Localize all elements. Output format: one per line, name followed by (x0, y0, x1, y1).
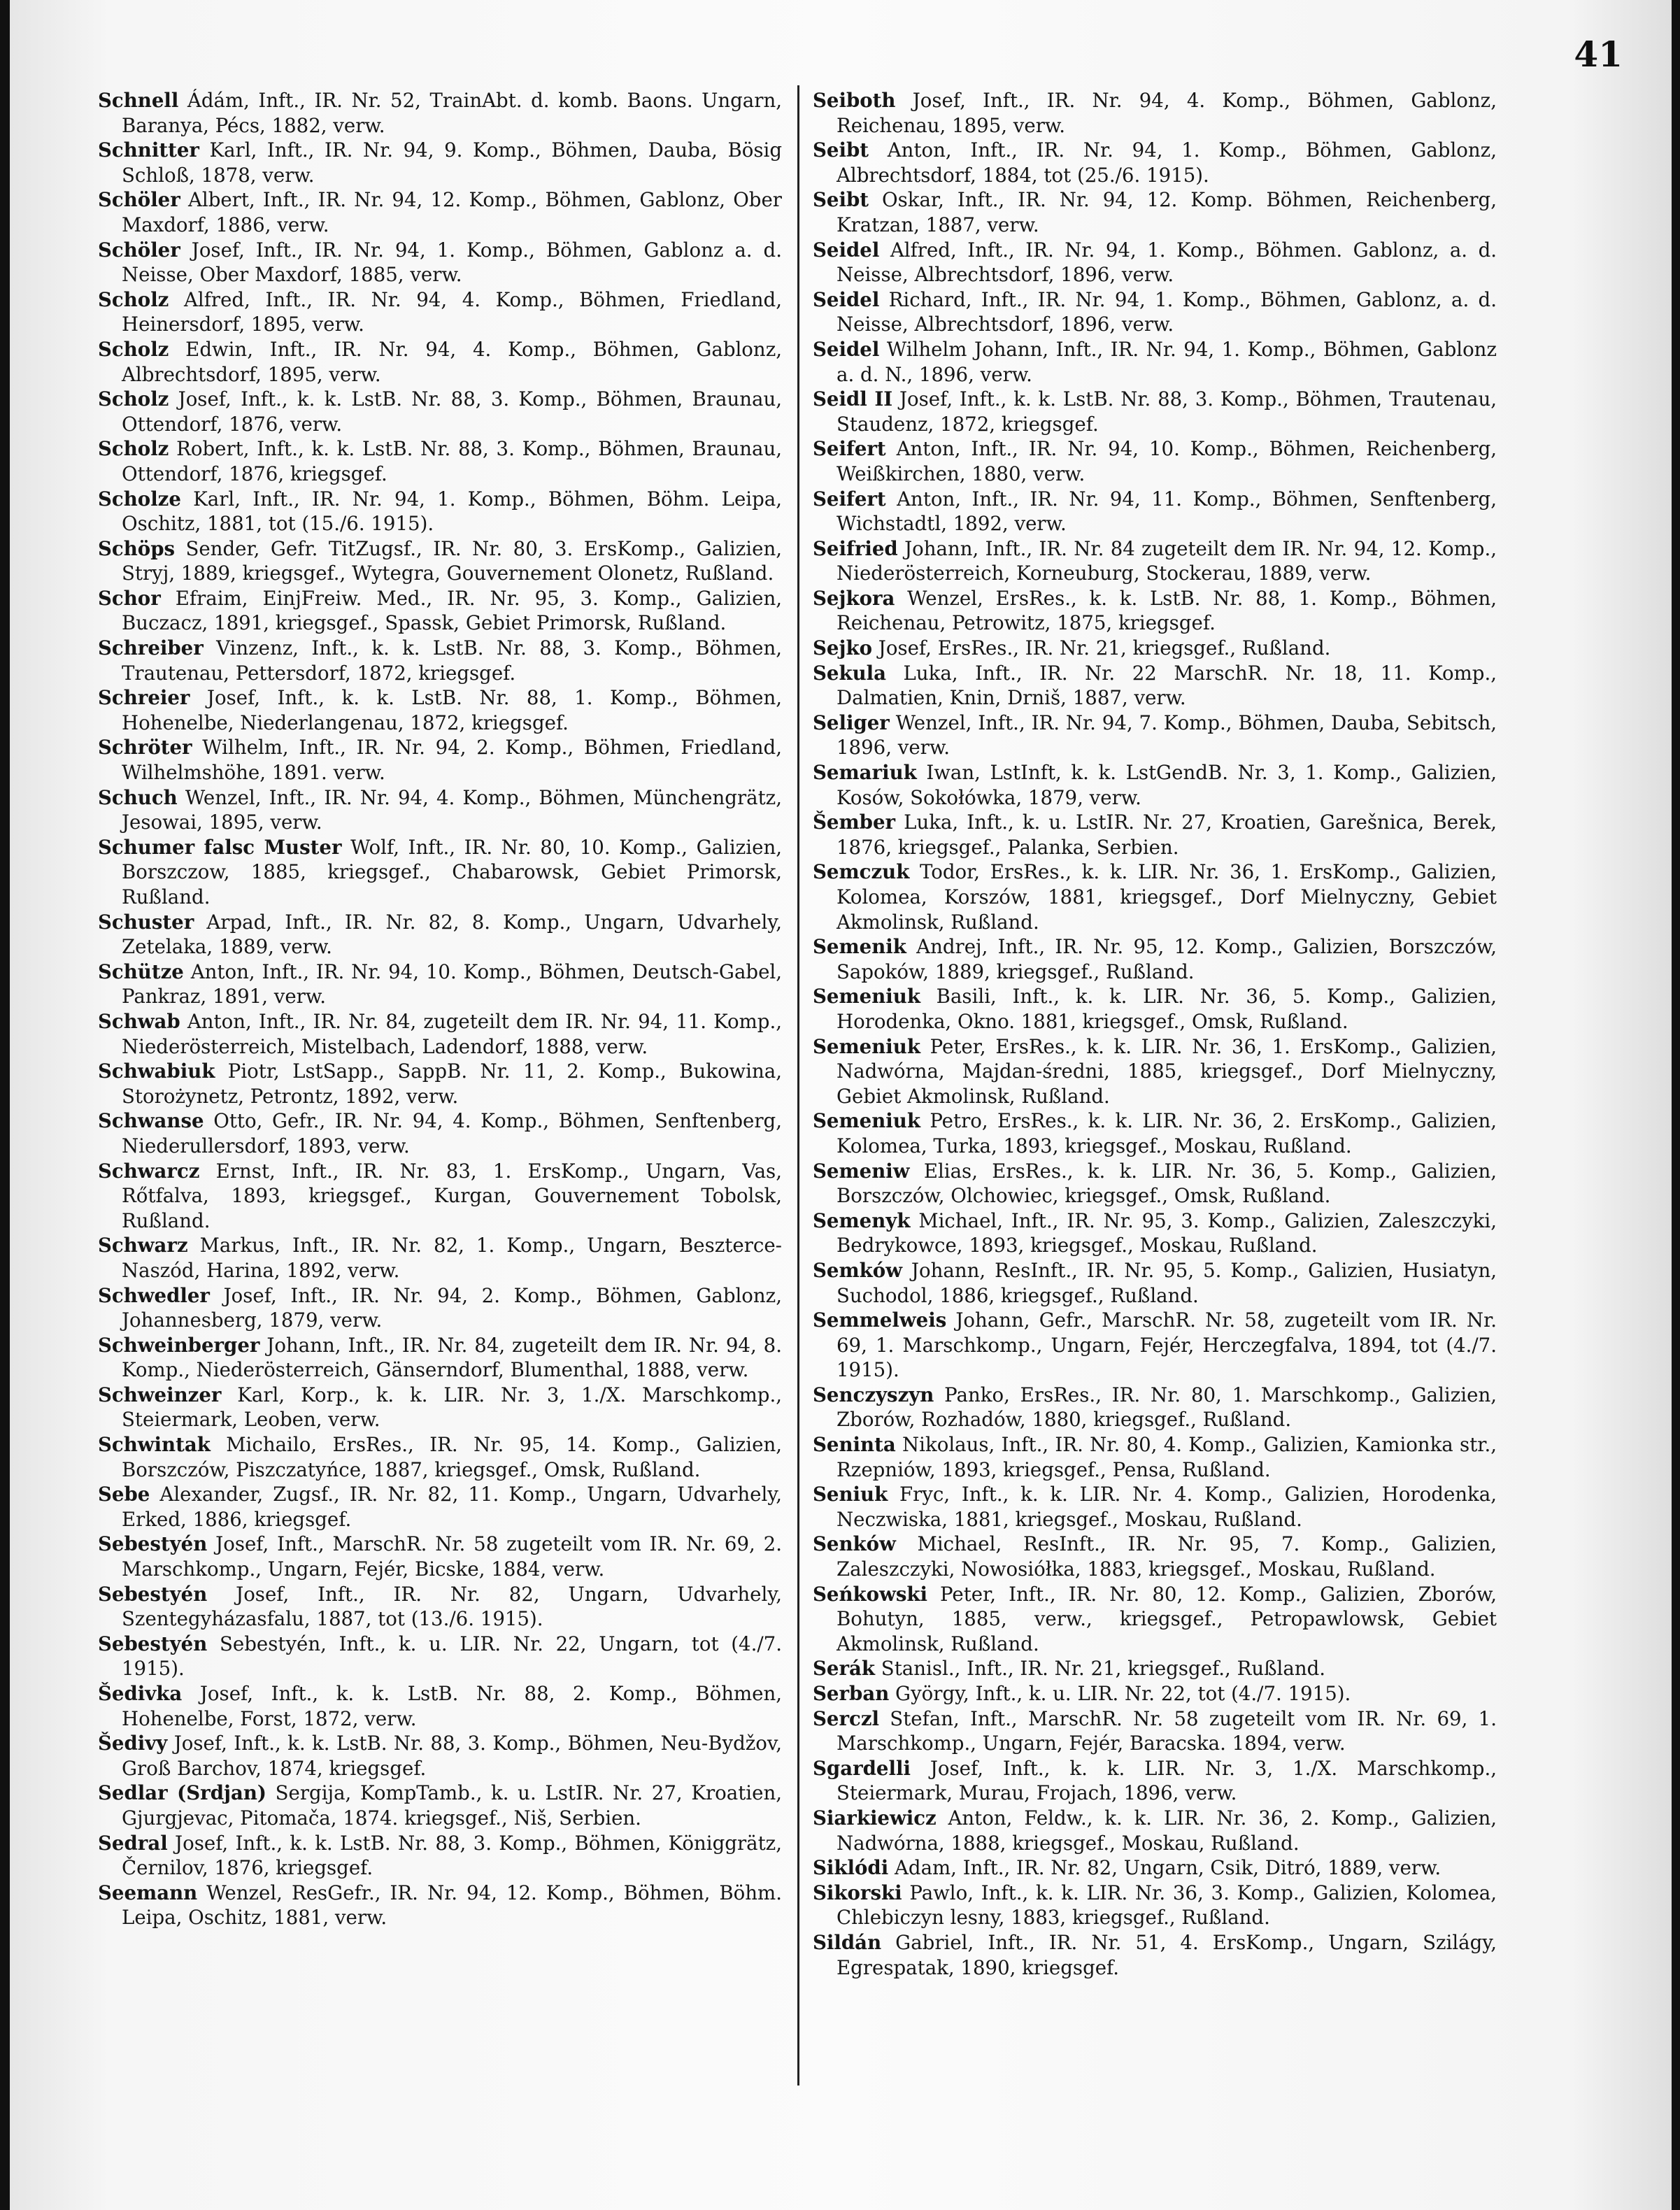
entry-details: Andrej, Inft., IR. Nr. 95, 12. Komp., Galizien, Borszczów, Sapoków, 1889, kriegsgef., Rußland. (837, 935, 1497, 983)
entry-details: Karl, Korp., k. k. LIR. Nr. 3, 1./X. Marschkomp., Steiermark, Leoben, verw. (122, 1383, 782, 1432)
register-entry (813, 1656, 1497, 1681)
entry-surname: Sgardelli (813, 1756, 911, 1780)
register-entry (813, 1706, 1497, 1756)
entry-details: Josef, Inft., k. k. LstB. Nr. 88, 2. Komp., Böhmen, Hohenelbe, Forst, 1872, verw. (122, 1682, 782, 1730)
register-entry (813, 1582, 1497, 1657)
entry-surname: Schnitter (98, 138, 199, 162)
entry-surname: Seidl II (813, 387, 893, 411)
entry-details: Alfred, Inft., IR. Nr. 94, 1. Komp., Böhmen. Gablonz, a. d. Neisse, Albrechtsdorf, 1896, verw. (837, 238, 1497, 287)
entry-surname: Schöps (98, 536, 176, 560)
entry-surname: Seemann (98, 1881, 198, 1904)
entry-surname: Semmelweis (813, 1309, 947, 1332)
register-entry (98, 1831, 782, 1881)
entry-surname: Senczyszyn (813, 1383, 934, 1406)
entry-details: Josef, Inft., k. k. LstB. Nr. 88, 3. Komp., Böhmen, Braunau, Ottendorf, 1876, verw. (122, 387, 782, 436)
register-entry (98, 1532, 782, 1581)
entry-surname: Schröter (98, 736, 192, 760)
entry-surname: Sedlar (Srdjan) (98, 1781, 266, 1805)
entry-surname: Siarkiewicz (813, 1806, 937, 1830)
entry-details: Markus, Inft., IR. Nr. 82, 1. Komp., Ungarn, Beszterce-Naszód, Harina, 1892, verw. (122, 1234, 782, 1282)
entry-surname: Schor (98, 586, 161, 610)
register-entry (813, 860, 1497, 934)
register-entry (98, 1781, 782, 1830)
register-entry (813, 1881, 1497, 1930)
entry-surname: Siklódi (813, 1856, 889, 1880)
entry-details: Ernst, Inft., IR. Nr. 83, 1. ErsKomp., Ungarn, Vas, Rőtfalva, 1893, kriegsgef., Kurgan, Gouvernement Tobolsk, Rußland. (122, 1159, 782, 1232)
register-entry (98, 1383, 782, 1432)
entry-details: Karl, Inft., IR. Nr. 94, 9. Komp., Böhmen, Dauba, Bösig Schloß, 1878, verw. (122, 138, 782, 187)
entry-surname: Schwarcz (98, 1159, 200, 1183)
entry-details: Gabriel, Inft., IR. Nr. 51, 4. ErsKomp., Ungarn, Szilágy, Egrespatak, 1890, kriegsgef. (837, 1930, 1497, 1979)
entry-details: Anton, Inft., IR. Nr. 94, 10. Komp., Böhmen, Deutsch-Gabel, Pankraz, 1891, verw. (122, 960, 782, 1008)
entry-details: György, Inft., k. u. LIR. Nr. 22, tot (4./7. 1915). (889, 1682, 1351, 1705)
entry-surname: Schwabiuk (98, 1060, 215, 1083)
page-number: 41 (1574, 34, 1623, 75)
register-entry (98, 287, 782, 337)
entry-details: Luka, Inft., k. u. LstIR. Nr. 27, Kroatien, Garešnica, Berek, 1876, kriegsgef., Palanka, Serbien. (837, 811, 1497, 859)
entry-details: Karl, Inft., IR. Nr. 94, 1. Komp., Böhmen, Böhm. Leipa, Oschitz, 1881, tot (15./6. 1915). (122, 487, 782, 536)
entry-details: Johann, Gefr., MarschR. Nr. 58, zugeteilt vom IR. Nr. 69, 1. Marschkomp., Ungarn, Fejér, Herczegfalva, 1894, tot (4./7. 1915). (837, 1309, 1497, 1382)
entry-details: Wenzel, Inft., IR. Nr. 94, 4. Komp., Böhmen, Münchengrätz, Jesowai, 1895, verw. (122, 785, 782, 834)
entry-surname: Seidel (813, 287, 880, 311)
register-entry (98, 387, 782, 436)
register-entry (813, 1034, 1497, 1109)
entry-surname: Schweinzer (98, 1383, 222, 1406)
register-entry (98, 487, 782, 536)
entry-details: Josef, Inft., MarschR. Nr. 58 zugeteilt vom IR. Nr. 69, 2. Marschkomp., Ungarn, Fejér, Bicske, 1884, verw. (122, 1532, 782, 1581)
entry-details: Efraim, EinjFreiw. Med., IR. Nr. 95, 3. Komp., Galizien, Buczacz, 1891, kriegsgef., Spassk, Gebiet Primorsk, Rußland. (122, 586, 782, 635)
entry-surname: Semenyk (813, 1209, 911, 1232)
register-entry (98, 138, 782, 187)
right-column (813, 88, 1497, 1980)
register-entry (98, 1333, 782, 1383)
entry-surname: Sekula (813, 661, 887, 685)
register-entry (813, 287, 1497, 337)
entry-details: Michailo, ErsRes., IR. Nr. 95, 14. Komp., Galizien, Borszczów, Piszczatyńce, 1887, kriegsgef., Omsk, Rußland. (122, 1433, 782, 1481)
register-entry (813, 586, 1497, 636)
entry-details: Nikolaus, Inft., IR. Nr. 80, 4. Komp., Galizien, Kamionka str., Rzepniów, 1893, kriegsgef., Pensa, Rußland. (837, 1433, 1497, 1481)
entry-details: Fryc, Inft., k. k. LIR. Nr. 4. Komp., Galizien, Horodenka, Neczwiska, 1881, kriegsgef., Moskau, Rußland. (837, 1483, 1497, 1531)
entry-surname: Seidel (813, 337, 880, 361)
register-entry (98, 1881, 782, 1930)
entry-details: Robert, Inft., k. k. LstB. Nr. 88, 3. Komp., Böhmen, Braunau, Ottendorf, 1876, kriegsgef. (122, 437, 782, 485)
register-entry (98, 88, 782, 138)
entry-details: Anton, Inft., IR. Nr. 94, 1. Komp., Böhmen, Gablonz, Albrechtsdorf, 1884, tot (25./6. 1915). (837, 138, 1497, 187)
entry-surname: Sildán (813, 1930, 882, 1954)
register-entry (813, 1532, 1497, 1581)
register-entry (98, 910, 782, 960)
entry-details: Anton, Inft., IR. Nr. 94, 10. Komp., Böhmen, Reichenberg, Weißkirchen, 1880, verw. (837, 437, 1497, 485)
entry-details: Johann, Inft., IR. Nr. 84 zugeteilt dem IR. Nr. 94, 12. Komp., Niederösterreich, Korneuburg, Stockerau, 1889, verw. (837, 536, 1497, 585)
register-entry (98, 835, 782, 910)
register-entry (813, 1108, 1497, 1158)
entry-surname: Serban (813, 1682, 890, 1705)
register-entry (98, 685, 782, 735)
entry-details: Peter, Inft., IR. Nr. 80, 12. Komp., Galizien, Zborów, Bohutyn, 1885, verw., kriegsgef., Petropawlowsk, Gebiet Akmolinsk, Rußland. (837, 1582, 1497, 1655)
register-entry (98, 1582, 782, 1632)
register-entry (98, 536, 782, 586)
register-entry (813, 1681, 1497, 1706)
entry-details: Anton, Feldw., k. k. LIR. Nr. 36, 2. Komp., Galizien, Nadwórna, 1888, kriegsgef., Moskau, Rußland. (837, 1806, 1497, 1855)
register-entry (813, 661, 1497, 711)
entry-surname: Serczl (813, 1706, 879, 1730)
entry-surname: Sikorski (813, 1881, 902, 1904)
entry-details: Wolf, Inft., IR. Nr. 80, 10. Komp., Galizien, Borszczow, 1885, kriegsgef., Chabarowsk, Gebiet Primorsk, Rußland. (122, 835, 782, 908)
entry-surname: Seiboth (813, 89, 896, 112)
register-entry (98, 436, 782, 486)
entry-surname: Schöler (98, 188, 180, 212)
entry-details: Edwin, Inft., IR. Nr. 94, 4. Komp., Böhmen, Gablonz, Albrechtsdorf, 1895, verw. (122, 337, 782, 386)
entry-surname: Seliger (813, 711, 890, 734)
entry-surname: Schuster (98, 910, 194, 934)
entry-surname: Sedral (98, 1831, 168, 1855)
entry-surname: Schwarz (98, 1234, 188, 1257)
entry-details: Panko, ErsRes., IR. Nr. 80, 1. Marschkomp., Galizien, Zborów, Rozhadów, 1880, kriegsgef., Rußland. (837, 1383, 1497, 1432)
entry-surname: Schwedler (98, 1283, 210, 1307)
register-entry (98, 238, 782, 287)
register-entry (813, 760, 1497, 810)
entry-details: Josef, Inft., k. k. LstB. Nr. 88, 3. Komp., Böhmen, Neu-Bydžov, Groß Barchov, 1874, kriegsgef. (122, 1732, 782, 1780)
entry-details: Wenzel, ErsRes., k. k. LstB. Nr. 88, 1. Komp., Böhmen, Reichenau, Petrowitz, 1875, kriegsgef. (837, 586, 1497, 635)
entry-surname: Schwab (98, 1009, 180, 1033)
entry-details: Iwan, LstInft, k. k. LstGendB. Nr. 3, 1. Komp., Galizien, Kosów, Sokołówka, 1879, verw. (837, 761, 1497, 809)
register-entry (98, 1059, 782, 1108)
register-entry (813, 138, 1497, 187)
register-entry (813, 436, 1497, 486)
entry-details: Stanisl., Inft., IR. Nr. 21, kriegsgef., Rußland. (875, 1657, 1326, 1681)
register-entry (98, 1432, 782, 1482)
register-entry (98, 1482, 782, 1532)
register-entry (98, 960, 782, 1009)
register-entry (813, 536, 1497, 586)
entry-details: Stefan, Inft., MarschR. Nr. 58 zugeteilt vom IR. Nr. 69, 1. Marschkomp., Ungarn, Fejér, Baracska. 1894, verw. (837, 1706, 1497, 1755)
entry-details: Peter, ErsRes., k. k. LIR. Nr. 36, 1. ErsKomp., Galizien, Nadwórna, Majdan-średni, 1885, kriegsgef., Dorf Mielnyczny, Gebiet Akmolinsk, Rußland. (837, 1034, 1497, 1108)
register-entry (98, 735, 782, 785)
register-entry (813, 1308, 1497, 1383)
entry-surname: Schwanse (98, 1109, 204, 1133)
entry-surname: Scholze (98, 487, 181, 511)
register-entry (813, 1482, 1497, 1532)
entry-surname: Seibt (813, 188, 869, 212)
entry-surname: Schuch (98, 785, 178, 809)
entry-surname: Sebestyén (98, 1582, 208, 1606)
register-entry (98, 1731, 782, 1781)
entry-details: Arpad, Inft., IR. Nr. 82, 8. Komp., Ungarn, Udvarhely, Zetelaka, 1889, verw. (122, 910, 782, 959)
register-entry (98, 1159, 782, 1234)
entry-details: Oskar, Inft., IR. Nr. 94, 12. Komp. Böhmen, Reichenberg, Kratzan, 1887, verw. (837, 188, 1497, 236)
register-entry (813, 187, 1497, 237)
entry-surname: Seifert (813, 437, 886, 461)
register-entry (813, 1258, 1497, 1308)
entry-details: Piotr, LstSapp., SappB. Nr. 11, 2. Komp., Bukowina, Storożynetz, Petrontz, 1892, verw. (122, 1060, 782, 1108)
entry-surname: Schwintak (98, 1433, 211, 1457)
register-entry (813, 810, 1497, 860)
entry-surname: Seibt (813, 138, 869, 162)
register-entry (98, 337, 782, 387)
register-entry (98, 1283, 782, 1333)
entry-surname: Seifried (813, 536, 898, 560)
register-entry (813, 387, 1497, 436)
entry-details: Todor, ErsRes., k. k. LIR. Nr. 36, 1. ErsKomp., Galizien, Kolomea, Korszów, 1881, kriegsgef., Dorf Mielnyczny, Gebiet Akmolinsk, Rußland. (837, 860, 1497, 934)
entry-surname: Semenik (813, 935, 906, 959)
entry-surname: Sebestyén (98, 1632, 208, 1655)
entry-details: Johann, Inft., IR. Nr. 84, zugeteilt dem IR. Nr. 94, 8. Komp., Niederösterreich, Gänserndorf, Blumenthal, 1888, verw. (122, 1333, 782, 1382)
register-entry (813, 487, 1497, 536)
entry-surname: Seifert (813, 487, 886, 511)
register-entry (98, 1009, 782, 1059)
entry-surname: Sejko (813, 636, 872, 660)
register-entry (813, 88, 1497, 138)
entry-details: Wenzel, Inft., IR. Nr. 94, 7. Komp., Böhmen, Dauba, Sebitsch, 1896, verw. (837, 711, 1497, 760)
entry-details: Petro, ErsRes., k. k. LIR. Nr. 36, 2. ErsKomp., Galizien, Kolomea, Turka, 1893, kriegsgef., Moskau, Rußland. (837, 1109, 1497, 1157)
entry-details: Michael, ResInft., IR. Nr. 95, 7. Komp., Galizien, Zaleszczyki, Nowosiółka, 1883, kriegsgef., Moskau, Rußland. (837, 1532, 1497, 1581)
entry-details: Josef, Inft., IR. Nr. 94, 2. Komp., Böhmen, Gablonz, Johannesberg, 1879, verw. (122, 1283, 782, 1332)
entry-details: Luka, Inft., IR. Nr. 22 MarschR. Nr. 18, 11. Komp., Dalmatien, Knin, Drniš, 1887, verw. (837, 661, 1497, 710)
entry-details: Sebestyén, Inft., k. u. LIR. Nr. 22, Ungarn, tot (4./7. 1915). (122, 1632, 782, 1681)
entry-details: Basili, Inft., k. k. LIR. Nr. 36, 5. Komp., Galizien, Horodenka, Okno. 1881, kriegsgef., Omsk, Rußland. (837, 985, 1497, 1033)
entry-surname: Schütze (98, 960, 184, 983)
entry-surname: Semeniuk (813, 1034, 920, 1058)
entry-surname: Semków (813, 1258, 902, 1282)
entry-details: Johann, ResInft., IR. Nr. 95, 5. Komp., Galizien, Husiatyn, Suchodol, 1886, kriegsgef., Rußland. (837, 1258, 1497, 1307)
entry-surname: Schweinberger (98, 1333, 260, 1357)
entry-surname: Scholz (98, 437, 169, 461)
register-entry (98, 785, 782, 835)
register-entry (98, 1632, 782, 1681)
entry-details: Josef, Inft., IR. Nr. 94, 4. Komp., Böhmen, Gablonz, Reichenau, 1895, verw. (837, 89, 1497, 137)
entry-details: Josef, Inft., k. k. LstB. Nr. 88, 1. Komp., Böhmen, Hohenelbe, Niederlangenau, 1872, kriegsgef. (122, 686, 782, 734)
entry-surname: Schreiber (98, 636, 204, 660)
entry-surname: Semariuk (813, 761, 917, 785)
entry-surname: Šedivy (98, 1732, 168, 1755)
register-entry (98, 1681, 782, 1731)
entry-surname: Schnell (98, 89, 179, 112)
register-entry (813, 1432, 1497, 1482)
register-entry (813, 337, 1497, 387)
entry-details: Sender, Gefr. TitZugsf., IR. Nr. 80, 3. ErsKomp., Galizien, Stryj, 1889, kriegsgef., Wytegra, Gouvernement Olonetz, Rußland. (122, 536, 782, 585)
register-entry (98, 586, 782, 636)
entry-details: Albert, Inft., IR. Nr. 94, 12. Komp., Böhmen, Gablonz, Ober Maxdorf, 1886, verw. (122, 188, 782, 236)
register-entry (98, 1233, 782, 1283)
register-entry (813, 1756, 1497, 1806)
entry-surname: Sebestyén (98, 1532, 208, 1556)
column-divider (797, 85, 799, 2086)
entry-details: Josef, Inft., k. k. LstB. Nr. 88, 3. Komp., Böhmen, Trautenau, Staudenz, 1872, kriegsgef. (837, 387, 1497, 436)
entry-surname: Schreier (98, 686, 190, 710)
entry-details: Otto, Gefr., IR. Nr. 94, 4. Komp., Böhmen, Senftenberg, Niederullersdorf, 1893, verw. (122, 1109, 782, 1157)
entry-surname: Seńkowski (813, 1582, 927, 1606)
entry-details: Adam, Inft., IR. Nr. 82, Ungarn, Csik, Ditró, 1889, verw. (888, 1856, 1441, 1880)
entry-details: Ádám, Inft., IR. Nr. 52, TrainAbt. d. komb. Baons. Ungarn, Baranya, Pécs, 1882, verw. (122, 89, 782, 137)
register-entry (813, 1930, 1497, 1980)
entry-details: Michael, Inft., IR. Nr. 95, 3. Komp., Galizien, Zaleszczyki, Bedrykowce, 1893, kriegsgef., Moskau, Rußland. (837, 1209, 1497, 1257)
entry-details: Josef, Inft., k. k. LIR. Nr. 3, 1./X. Marschkomp., Steiermark, Murau, Frojach, 1896, verw. (837, 1756, 1497, 1805)
entry-surname: Scholz (98, 337, 169, 361)
entry-details: Elias, ErsRes., k. k. LIR. Nr. 36, 5. Komp., Galizien, Borszczów, Olchowiec, kriegsgef., Omsk, Rußland. (837, 1159, 1497, 1208)
entry-surname: Semczuk (813, 860, 910, 884)
entry-surname: Semeniuk (813, 1109, 920, 1133)
entry-surname: Seninta (813, 1433, 896, 1457)
left-column (98, 88, 782, 1930)
entry-surname: Scholz (98, 387, 169, 411)
entry-details: Josef, Inft., IR. Nr. 82, Ungarn, Udvarhely, Szentegyházasfalu, 1887, tot (13./6. 1915). (122, 1582, 782, 1631)
entry-details: Anton, Inft., IR. Nr. 94, 11. Komp., Böhmen, Senftenberg, Wichstadtl, 1892, verw. (837, 487, 1497, 536)
scanned-page (10, 0, 1672, 2210)
register-entry (813, 636, 1497, 661)
entry-details: Wenzel, ResGefr., IR. Nr. 94, 12. Komp., Böhmen, Böhm. Leipa, Oschitz, 1881, verw. (122, 1881, 782, 1930)
entry-details: Vinzenz, Inft., k. k. LstB. Nr. 88, 3. Komp., Böhmen, Trautenau, Pettersdorf, 1872, kriegsgef. (122, 636, 782, 685)
register-entry (98, 187, 782, 237)
entry-details: Wilhelm, Inft., IR. Nr. 94, 2. Komp., Böhmen, Friedland, Wilhelmshöhe, 1891. verw. (122, 736, 782, 785)
entry-surname: Seidel (813, 238, 880, 262)
entry-details: Richard, Inft., IR. Nr. 94, 1. Komp., Böhmen, Gablonz, a. d. Neisse, Albrechtsdorf, 1896, verw. (837, 287, 1497, 336)
entry-surname: Serák (813, 1657, 876, 1681)
entry-surname: Schöler (98, 238, 180, 262)
register-entry (813, 1855, 1497, 1881)
entry-surname: Semeniw (813, 1159, 910, 1183)
entry-details: Wilhelm Johann, Inft., IR. Nr. 94, 1. Komp., Böhmen, Gablonz a. d. N., 1896, verw. (837, 337, 1497, 386)
register-entry (813, 1209, 1497, 1258)
entry-details: Alexander, Zugsf., IR. Nr. 82, 11. Komp., Ungarn, Udvarhely, Erked, 1886, kriegsgef. (122, 1483, 782, 1531)
entry-surname: Šedivka (98, 1682, 183, 1705)
entry-details: Pawlo, Inft., k. k. LIR. Nr. 36, 3. Komp., Galizien, Kolomea, Chlebiczyn lesny, 1883, kriegsgef., Rußland. (837, 1881, 1497, 1930)
entry-surname: Šember (813, 811, 896, 834)
entry-surname: Semeniuk (813, 985, 920, 1008)
register-entry (813, 1159, 1497, 1209)
entry-surname: Schumer falsc Muster (98, 835, 342, 859)
entry-details: Josef, Inft., IR. Nr. 94, 1. Komp., Böhmen, Gablonz a. d. Neisse, Ober Maxdorf, 1885, verw. (122, 238, 782, 287)
register-entry (813, 934, 1497, 984)
entry-details: Josef, ErsRes., IR. Nr. 21, kriegsgef., Rußland. (872, 636, 1331, 660)
register-entry (813, 238, 1497, 287)
entry-details: Anton, Inft., IR. Nr. 84, zugeteilt dem IR. Nr. 94, 11. Komp., Niederösterreich, Mistelbach, Ladendorf, 1888, verw. (122, 1009, 782, 1058)
register-entry (813, 984, 1497, 1034)
entry-surname: Sejkora (813, 586, 895, 610)
entry-surname: Scholz (98, 287, 169, 311)
entry-surname: Seniuk (813, 1483, 888, 1506)
entry-surname: Sebe (98, 1483, 150, 1506)
register-entry (813, 1383, 1497, 1432)
entry-surname: Senków (813, 1532, 896, 1556)
register-entry (813, 711, 1497, 760)
register-entry (98, 636, 782, 685)
register-entry (813, 1806, 1497, 1855)
entry-details: Josef, Inft., k. k. LstB. Nr. 88, 3. Komp., Böhmen, Königgrätz, Černilov, 1876, kriegsgef. (122, 1831, 782, 1880)
entry-details: Sergija, KompTamb., k. u. LstIR. Nr. 27, Kroatien, Gjurgjevac, Pitomača, 1874. kriegsgef., Niš, Serbien. (122, 1781, 782, 1830)
entry-details: Alfred, Inft., IR. Nr. 94, 4. Komp., Böhmen, Friedland, Heinersdorf, 1895, verw. (122, 287, 782, 336)
register-entry (98, 1108, 782, 1158)
